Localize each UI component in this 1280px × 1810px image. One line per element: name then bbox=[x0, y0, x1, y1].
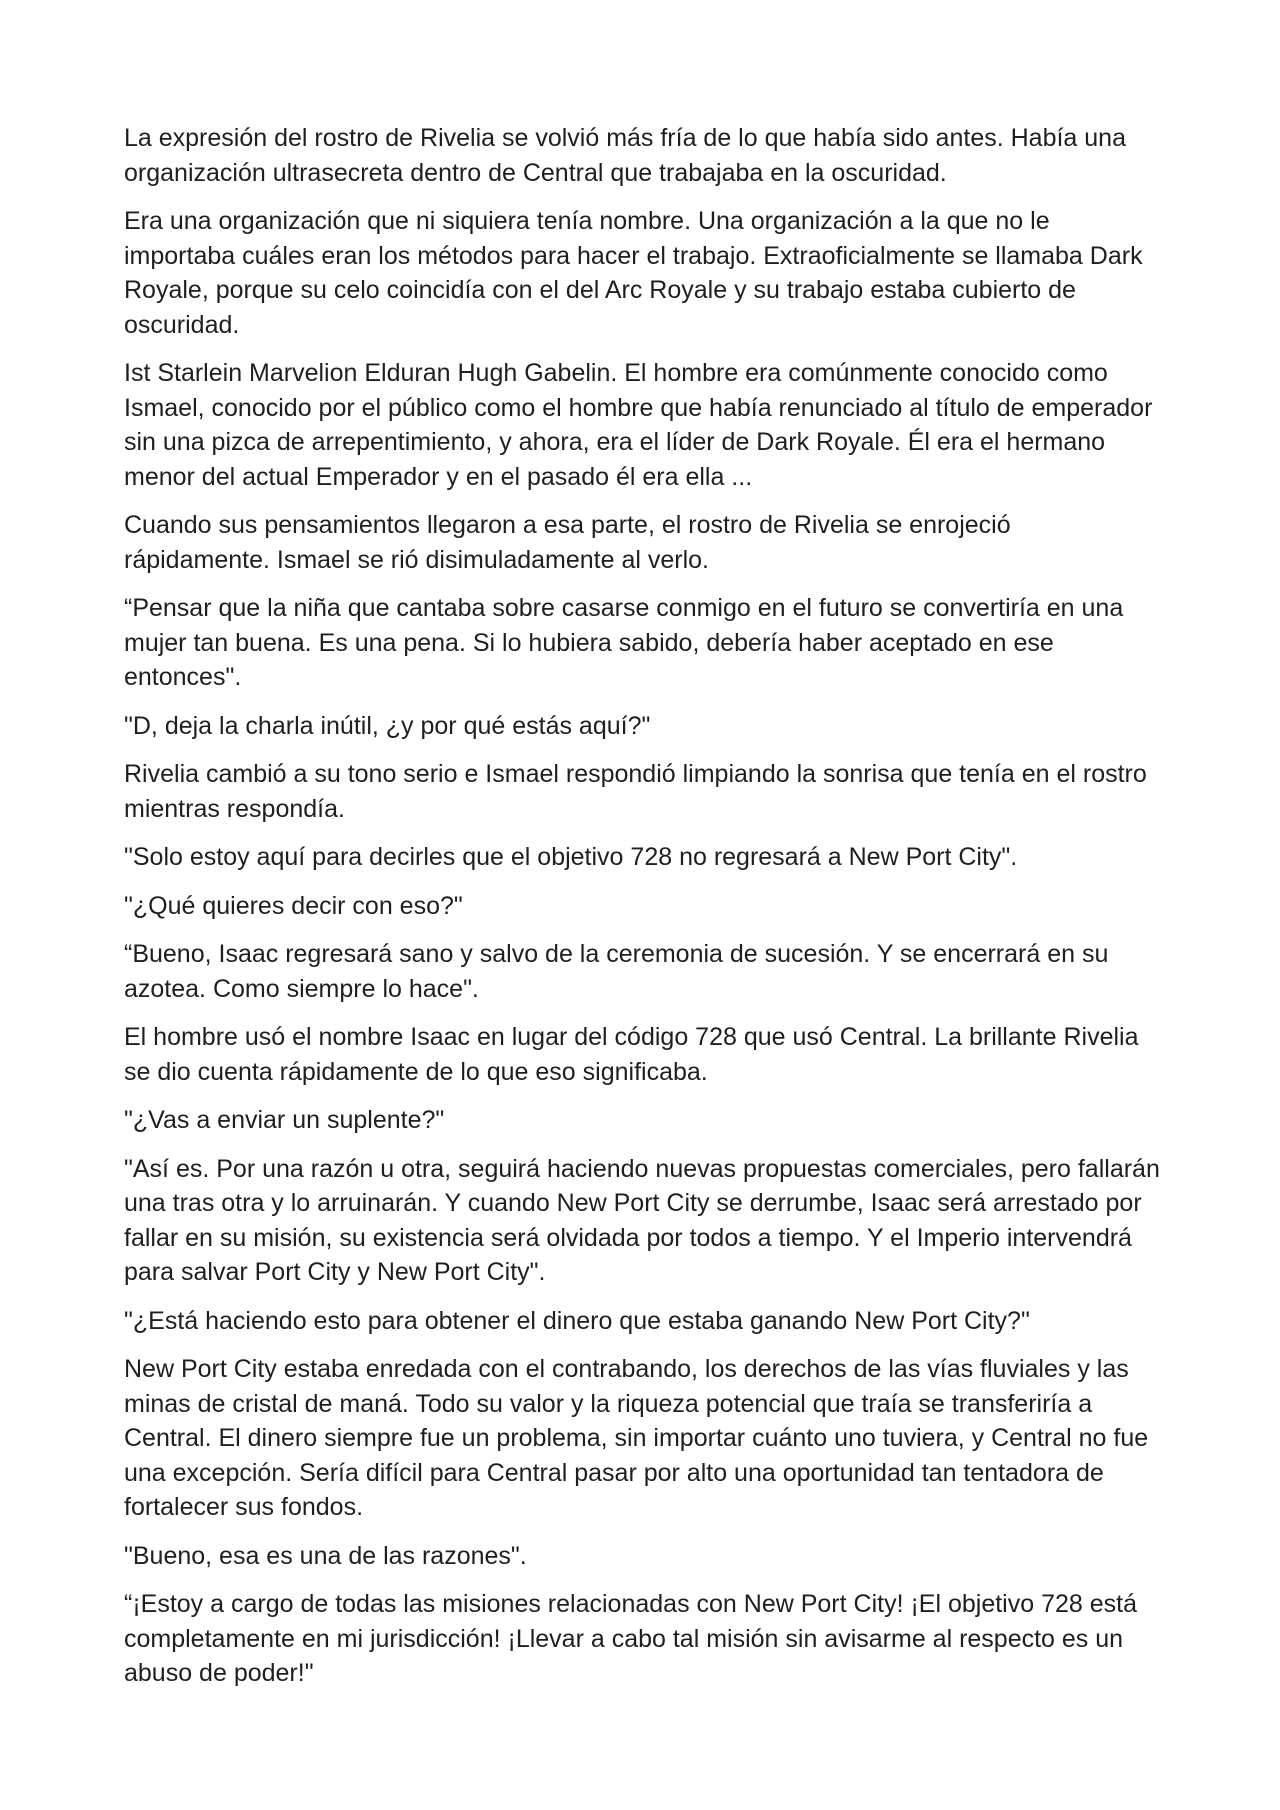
paragraph: “¡Estoy a cargo de todas las misiones relacionadas con New Port City! ¡El objetivo 728 está completamente en mi jurisdicción! ¡Llevar a cabo tal misión sin avisarme al respecto es un abuso de poder!" bbox=[124, 1590, 1137, 1687]
paragraph: Cuando sus pensamientos llegaron a esa parte, el rostro de Rivelia se enrojeció rápidamente. Ismael se rió disimuladamente al verlo. bbox=[124, 511, 1011, 574]
paragraph: "D, deja la charla inútil, ¿y por qué estás aquí?" bbox=[124, 711, 651, 740]
paragraph: "Solo estoy aquí para decirles que el objetivo 728 no regresará a New Port City". bbox=[124, 843, 1018, 871]
paragraph: Rivelia cambió a su tono serio e Ismael respondió limpiando la sonrisa que tenía en el rostro mientras respondía. bbox=[124, 760, 1147, 823]
paragraph: "¿Qué quieres decir con eso?" bbox=[124, 891, 463, 920]
paragraph: "¿Está haciendo esto para obtener el dinero que estaba ganando New Port City?" bbox=[124, 1306, 1030, 1335]
paragraph: "¿Vas a enviar un suplente?" bbox=[124, 1106, 445, 1134]
paragraph: La expresión del rostro de Rivelia se volvió más fría de lo que había sido antes. Había una organización ultrasecreta dentro de Central que trabajaba en la oscuridad. bbox=[124, 124, 1126, 187]
paragraph: Era una organización que ni siquiera tenía nombre. Una organización a la que no le importaba cuáles eran los métodos para hacer el trabajo. Extraoficialmente se llamaba Dark Royale, porque su celo coincidía con el del Arc Royale y su trabajo estaba cubierto de oscuridad. bbox=[124, 207, 1143, 339]
paragraph: "Bueno, esa es una de las razones". bbox=[124, 1541, 527, 1570]
paragraph: New Port City estaba enredada con el contrabando, los derechos de las vías fluviales y las minas de cristal de maná. Todo su valor y la riqueza potencial que traía se transferiría a Central. El dinero siempre fue un problema, sin importar cuánto uno tuviera, y Central no fue una excepción. Sería difícil para Central pasar por alto una oportunidad tan tentadora de fortalecer sus fondos. bbox=[124, 1355, 1149, 1521]
paragraph: "Así es. Por una razón u otra, seguirá haciendo nuevas propuestas comerciales, pero fallarán una tras otra y lo arruinarán. Y cuando New Port City se derrumbe, Isaac será arrestado por fallar en su misión, su existencia será olvidada por todos a tiempo. Y el Imperio intervendrá para salvar Port City y New Port City". bbox=[124, 1154, 1160, 1286]
paragraph: “Pensar que la niña que cantaba sobre casarse conmigo en el futuro se convertiría en una mujer tan buena. Es una pena. Si lo hubiera sabido, debería haber aceptado en ese entonces". bbox=[124, 594, 1124, 691]
paragraph: Ist Starlein Marvelion Elduran Hugh Gabelin. El hombre era comúnmente conocido como Ismael, conocido por el público como el hombre que había renunciado al título de emperador sin una pizca de arrepentimiento, y ahora, era el líder de Dark Royale. Él era el hermano menor del actual Emperador y en el pasado él era ella ... bbox=[124, 359, 1153, 491]
paragraph: “Bueno, Isaac regresará sano y salvo de la ceremonia de sucesión. Y se encerrará en su azotea. Como siempre lo hace". bbox=[124, 940, 1109, 1003]
paragraph: El hombre usó el nombre Isaac en lugar del código 728 que usó Central. La brillante Rivelia se dio cuenta rápidamente de lo que eso significaba. bbox=[124, 1023, 1139, 1086]
